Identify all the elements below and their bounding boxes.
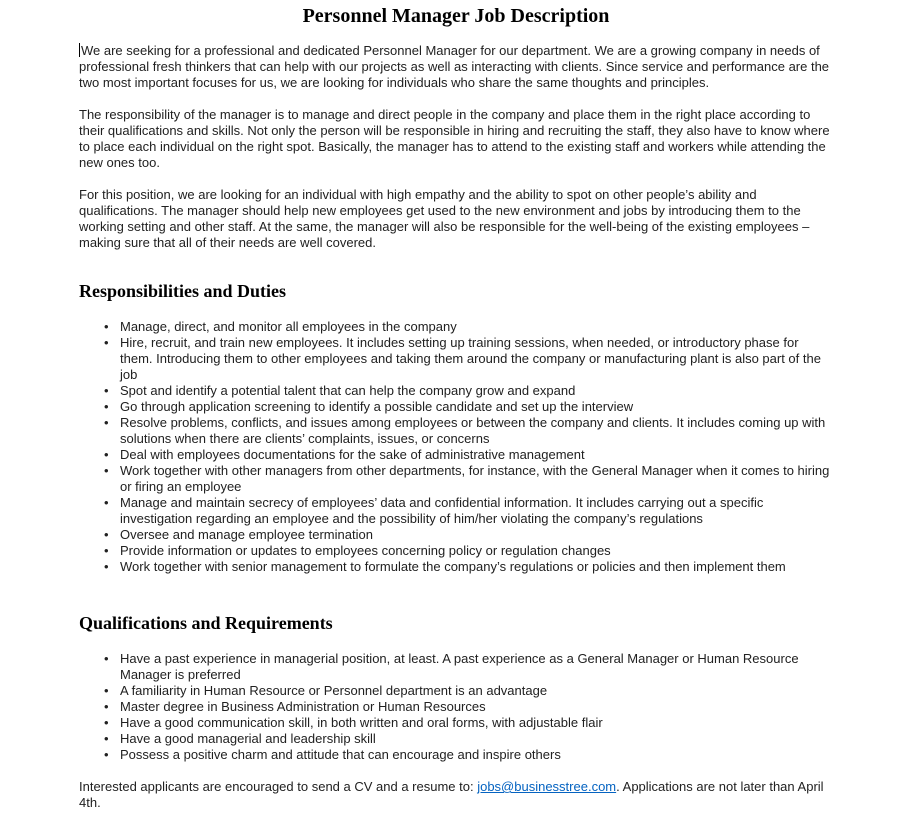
list-item: • Spot and identify a potential talent that can help the company grow and expand bbox=[120, 383, 833, 399]
list-item: • Provide information or updates to employees concerning policy or regulation changes bbox=[120, 543, 833, 559]
list-item: • Work together with senior management to formulate the company’s regulations or policies and then implement them bbox=[120, 559, 833, 575]
text-cursor bbox=[79, 43, 80, 57]
list-item: • Deal with employees documentations for the sake of administrative management bbox=[120, 447, 833, 463]
list-item: • A familiarity in Human Resource or Personnel department is an advantage bbox=[120, 683, 833, 699]
list-item: • Have a past experience in managerial position, at least. A past experience as a General Manager or Human Resource Manager is preferred bbox=[120, 651, 833, 683]
responsibilities-list bbox=[79, 319, 833, 575]
list-item: • Work together with other managers from other departments, for instance, with the General Manager when it comes to hiring or firing an employee bbox=[120, 463, 833, 495]
qualifications-list bbox=[79, 651, 833, 763]
list-item: • Have a good communication skill, in both written and oral forms, with adjustable flair bbox=[120, 715, 833, 731]
intro-paragraph-1-text: We are seeking for a professional and dedicated Personnel Manager for our department. We are a growing company in needs of professional fresh thinkers that can help with our projects as well as interacting with clients. Since service and performance are the two most important focuses for us, we are looking for individuals who share the same thoughts and principles. bbox=[79, 43, 830, 90]
list-item: • Manage, direct, and monitor all employees in the company bbox=[120, 319, 833, 335]
list-item: • Have a good managerial and leadership skill bbox=[120, 731, 833, 747]
document-title: Personnel Manager Job Description bbox=[302, 5, 610, 27]
closing-paragraph bbox=[79, 779, 833, 811]
list-item: • Manage and maintain secrecy of employees’ data and confidential information. It includes carrying out a specific investigation regarding an employee and the possibility of him/her violating the company’s regulations bbox=[120, 495, 833, 527]
list-item: • Resolve problems, conflicts, and issues among employees or between the company and clients. It includes coming up with solutions when there are clients’ complaints, issues, or concerns bbox=[120, 415, 833, 447]
intro-paragraph-1 bbox=[79, 43, 833, 91]
intro-paragraph-2: The responsibility of the manager is to manage and direct people in the company and place them in the right place according to their qualifications and skills. Not only the person will be responsible in hiring and recruiting the staff, they also have to know where to place each individual on the right spot. Basically, the manager has to attend to the existing staff and workers while attending the new ones too. bbox=[79, 107, 830, 170]
list-item: • Master degree in Business Administration or Human Resources bbox=[120, 699, 833, 715]
section-heading-qualifications: Qualifications and Requirements bbox=[79, 613, 333, 633]
closing-text-after: . Applications are not later than April 4th. bbox=[79, 779, 824, 810]
list-item: • Go through application screening to identify a possible candidate and set up the interview bbox=[120, 399, 833, 415]
email-link[interactable]: jobs@businesstree.com bbox=[477, 779, 617, 794]
list-item: • Hire, recruit, and train new employees. It includes setting up training sessions, when needed, or introductory phase for them. Introducing them to other employees and taking them around the company or manufacturing plant is also part of the job bbox=[120, 335, 833, 383]
list-item: • Oversee and manage employee termination bbox=[120, 527, 833, 543]
section-heading-responsibilities: Responsibilities and Duties bbox=[79, 281, 287, 301]
list-item: • Possess a positive charm and attitude that can encourage and inspire others bbox=[120, 747, 833, 763]
closing-text-before: Interested applicants are encouraged to send a CV and a resume to: bbox=[79, 779, 478, 794]
intro-paragraph-3: For this position, we are looking for an individual with high empathy and the ability to spot on other people’s ability and qualifications. The manager should help new employees get used to the new environment and jobs by introducing them to the working setting and other staff. At the same, the manager will also be responsible for the well-being of the existing employees – making sure that all of their needs are well covered. bbox=[79, 187, 810, 250]
